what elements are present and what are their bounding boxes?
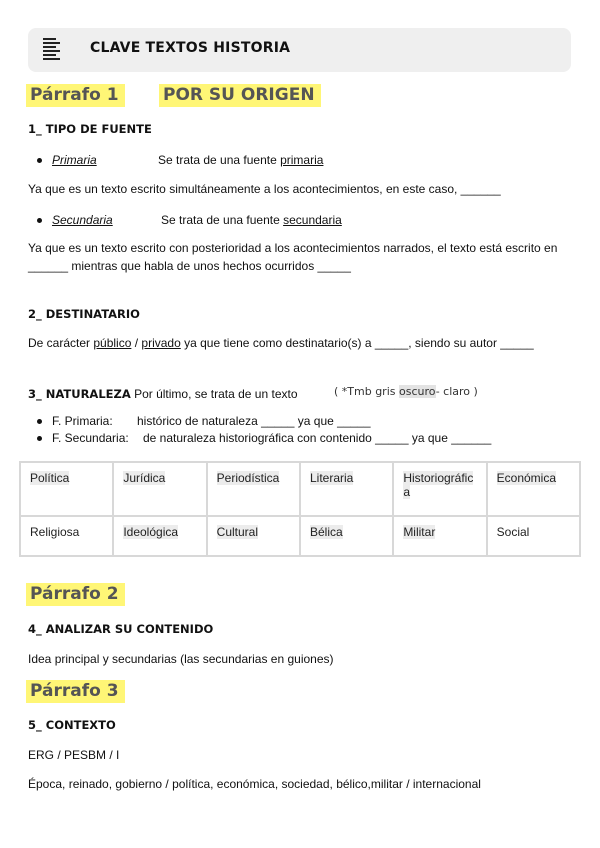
bullet <box>37 436 42 441</box>
cell-text: Ideológica <box>123 525 179 539</box>
section-4-heading: 4_ ANALIZAR SU CONTENIDO <box>28 622 214 636</box>
table-row <box>20 516 580 556</box>
bullet <box>37 218 42 223</box>
table-cell <box>393 516 486 556</box>
section-2-heading: 2_ DESTINATARIO <box>28 307 140 321</box>
section-1-heading: 1_ TIPO DE FUENTE <box>28 122 152 136</box>
table-cell <box>393 462 486 516</box>
color-note-prefix: ( *Tmb gris <box>334 385 399 398</box>
section-3-heading: 3_ NATURALEZA <box>28 387 131 401</box>
secundaria-description-text: Se trata de una fuente <box>161 213 284 227</box>
bullet <box>37 419 42 424</box>
section-4-text: Idea principal y secundarias (las secundarias en guiones) <box>28 652 334 666</box>
document-lines-icon <box>42 36 64 64</box>
nat-secundaria-text: de naturaleza historiográfica con contenido _____ ya que ______ <box>143 431 492 445</box>
cell-text: Literaria <box>309 471 354 485</box>
cell-text: Militar <box>403 525 436 539</box>
destinatario-separator: / <box>131 336 142 350</box>
cell-text: Religiosa <box>30 525 80 539</box>
secundaria-explanation-line-2: ______ mientras que habla de unos hechos ocurridos _____ <box>28 259 351 273</box>
table-cell <box>20 516 113 556</box>
nat-secundaria-label: F. Secundaria: <box>52 431 129 445</box>
secundaria-keyword: secundaria <box>283 213 342 227</box>
section-3-line <box>28 385 298 403</box>
cell-text: Social <box>496 525 530 539</box>
table-row <box>20 462 580 516</box>
paragraph-1-subtitle: POR SU ORIGEN <box>159 84 321 107</box>
destinatario-text <box>28 336 534 350</box>
secundaria-label: Secundaria <box>52 213 113 227</box>
primaria-label: Primaria <box>52 153 97 167</box>
table-cell <box>207 462 300 516</box>
color-note-suffix: - claro ) <box>435 385 478 398</box>
table-cell <box>113 516 206 556</box>
document-header <box>28 28 571 72</box>
table-cell <box>487 462 580 516</box>
primaria-description <box>158 153 323 167</box>
primaria-explanation: Ya que es un texto escrito simultáneamente a los acontecimientos, en este caso, ______ <box>28 182 501 196</box>
primaria-description-text: Se trata de una fuente <box>158 153 281 167</box>
primaria-keyword: primaria <box>280 153 324 167</box>
table-cell <box>113 462 206 516</box>
paragraph-2-tag: Párrafo 2 <box>26 583 125 606</box>
color-note <box>334 385 478 398</box>
section-5-line-2: Época, reinado, gobierno / política, económica, sociedad, bélico,militar / internacional <box>28 777 481 791</box>
cell-text: Bélica <box>309 525 343 539</box>
nature-table <box>19 461 581 557</box>
cell-text: Periodística <box>216 471 280 485</box>
color-note-oscuro: oscuro <box>399 385 436 398</box>
cell-text: Económica <box>496 471 557 485</box>
table-cell <box>20 462 113 516</box>
destinatario-prefix: De carácter <box>28 336 94 350</box>
cell-text: Jurídica <box>123 471 166 485</box>
section-3-text: Por último, se trata de un texto <box>130 387 298 401</box>
page-title: CLAVE TEXTOS HISTORIA <box>90 40 291 56</box>
secundaria-description <box>161 213 342 227</box>
table-cell <box>207 516 300 556</box>
table-cell <box>487 516 580 556</box>
section-5-line-1: ERG / PESBM / I <box>28 748 120 762</box>
destinatario-suffix: ya que tiene como destinatario(s) a _____, siendo su autor _____ <box>180 336 534 350</box>
nat-primaria-text: histórico de naturaleza _____ ya que _____ <box>137 414 371 428</box>
cell-text: Política <box>30 471 70 485</box>
nat-primaria-label: F. Primaria: <box>52 414 113 428</box>
cell-text: Historiográfica <box>403 471 474 499</box>
paragraph-3-tag: Párrafo 3 <box>26 680 125 703</box>
table-cell <box>300 462 393 516</box>
paragraph-1-tag: Párrafo 1 <box>26 84 125 107</box>
table-cell <box>300 516 393 556</box>
section-5-heading: 5_ CONTEXTO <box>28 718 116 732</box>
privado-keyword: privado <box>141 336 181 350</box>
cell-text: Cultural <box>216 525 259 539</box>
publico-keyword: público <box>93 336 132 350</box>
bullet <box>37 158 42 163</box>
secundaria-explanation-line-1: Ya que es un texto escrito con posterioridad a los acontecimientos narrados, el texto está escrito en <box>28 241 558 255</box>
